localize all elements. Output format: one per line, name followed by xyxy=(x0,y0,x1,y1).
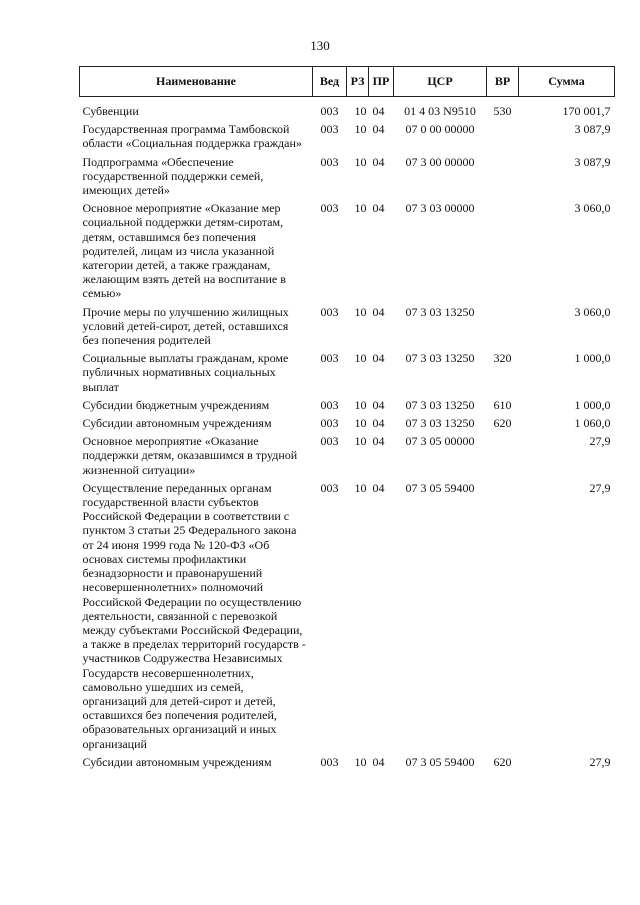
row-csr: 07 0 00 00000 xyxy=(405,122,475,137)
row-pr: 04 xyxy=(372,480,385,495)
row-vr xyxy=(487,155,519,202)
row-csr: 07 3 03 00000 xyxy=(405,201,475,216)
row-pr: 04 xyxy=(372,434,385,449)
row-rz: 10 xyxy=(354,351,367,366)
table-row xyxy=(80,434,615,481)
row-rz: 10 xyxy=(354,122,367,137)
row-name: Социальные выплаты гражданам, кроме публичных нормативных социальных выплат xyxy=(82,351,289,394)
row-rz: 10 xyxy=(354,754,367,769)
row-sum: 3 060,0 xyxy=(574,201,611,216)
row-vr: 320 xyxy=(493,351,512,366)
row-ved: 003 xyxy=(320,754,339,769)
row-vr: 530 xyxy=(493,104,512,118)
header-csr: ЦСР xyxy=(394,67,487,97)
row-name: Субсидии автономным учреждениям xyxy=(82,754,272,769)
row-sum: 3 087,9 xyxy=(574,154,611,169)
row-ved: 003 xyxy=(320,201,339,216)
row-name: Субсидии автономным учреждениям xyxy=(82,416,272,431)
row-csr: 07 3 03 13250 xyxy=(405,304,475,319)
row-ved: 003 xyxy=(320,104,339,118)
table-row xyxy=(80,122,615,154)
row-ved: 003 xyxy=(320,434,339,449)
row-name: Субсидии бюджетным учреждениям xyxy=(82,397,270,412)
row-csr: 07 3 00 00000 xyxy=(405,154,475,169)
row-rz: 10 xyxy=(354,480,367,495)
row-rz: 10 xyxy=(354,304,367,319)
table-row xyxy=(80,481,615,755)
row-ved: 003 xyxy=(320,397,339,412)
row-vr xyxy=(487,122,519,154)
row-pr: 04 xyxy=(372,351,385,366)
page-number: 130 xyxy=(310,38,330,53)
row-csr: 07 3 03 13250 xyxy=(405,416,475,431)
row-name: Субвенции xyxy=(82,104,139,118)
row-rz: 10 xyxy=(354,434,367,449)
table-row xyxy=(80,398,615,416)
row-name: Основное мероприятие «Оказание поддержки детям, оказавшимся в трудной жизненной ситуации» xyxy=(82,434,298,477)
header-sum: Сумма xyxy=(519,67,615,97)
row-rz: 10 xyxy=(354,416,367,431)
row-sum: 3 060,0 xyxy=(574,304,611,319)
row-vr: 620 xyxy=(493,754,512,769)
row-rz: 10 xyxy=(354,154,367,169)
row-rz: 10 xyxy=(354,397,367,412)
row-sum: 1 060,0 xyxy=(574,416,611,431)
row-pr: 04 xyxy=(372,416,385,431)
row-vr: 620 xyxy=(493,416,512,431)
row-sum: 27,9 xyxy=(589,754,611,769)
row-vr xyxy=(487,305,519,352)
row-pr: 04 xyxy=(372,201,385,216)
row-sum: 27,9 xyxy=(589,434,611,449)
header-rz: РЗ xyxy=(347,67,369,97)
row-sum: 3 087,9 xyxy=(574,122,611,137)
table-row xyxy=(80,416,615,434)
table-row xyxy=(80,755,615,773)
row-csr: 07 3 03 13250 xyxy=(405,351,475,366)
header-name: Наименование xyxy=(80,67,313,97)
row-csr: 07 3 05 59400 xyxy=(405,480,475,495)
row-vr xyxy=(487,434,519,481)
table-row xyxy=(80,155,615,202)
row-vr xyxy=(487,481,519,755)
row-sum: 170 001,7 xyxy=(562,104,611,118)
row-sum: 27,9 xyxy=(589,480,611,495)
row-vr: 610 xyxy=(493,397,512,412)
row-pr: 04 xyxy=(372,754,385,769)
row-sum: 1 000,0 xyxy=(574,351,611,366)
row-rz: 10 xyxy=(354,201,367,216)
row-ved: 003 xyxy=(320,351,339,366)
header-vr: ВР xyxy=(487,67,519,97)
table-row xyxy=(80,201,615,304)
table-row xyxy=(80,305,615,352)
header-pr: ПР xyxy=(369,67,394,97)
row-rz: 10 xyxy=(354,104,367,118)
row-sum: 1 000,0 xyxy=(574,397,611,412)
header-ved: Вед xyxy=(313,67,347,97)
row-name: Прочие меры по улучшению жилищных условий детей-сирот, детей, оставшихся без попечения родителей xyxy=(82,304,289,348)
row-pr: 04 xyxy=(372,122,385,137)
row-ved: 003 xyxy=(320,122,339,137)
row-pr: 04 xyxy=(372,397,385,412)
budget-table xyxy=(79,66,615,773)
row-ved: 003 xyxy=(320,154,339,169)
row-vr xyxy=(487,201,519,304)
row-name: Государственная программа Тамбовской области «Социальная поддержка граждан» xyxy=(82,122,302,151)
row-ved: 003 xyxy=(320,416,339,431)
row-name: Основное мероприятие «Оказание мер социальной поддержки детям-сиротам, детям, оставшимся без попечения родителей, лицам из числа указанной категории детей, а также гражданам, желающим взять детей на воспитание в семью» xyxy=(82,201,286,301)
row-pr: 04 xyxy=(372,154,385,169)
row-pr: 04 xyxy=(372,104,385,118)
row-csr: 07 3 05 59400 xyxy=(405,754,475,769)
table-row xyxy=(80,351,615,398)
row-ved: 003 xyxy=(320,304,339,319)
row-name: Осуществление переданных органам государственной власти субъектов Российской Федерации в соответствии с пунктом 3 статьи 25 Федерального закона от 24 июня 1999 года № 120-ФЗ «Об основах системы профилактики безнадзорности и правонарушений несовершеннолетних» полномочий Российской Федерации по осуществлению деятельности, связанной с перевозкой между субъектами Российской Федерации, а также в пределах территорий государств - участников Содружества Независимых Государств несовершеннолетних, самовольно ушедших из семей, организаций для детей-сирот и детей, оставшихся без попечения родителей, образовательных организаций и иных организаций xyxy=(82,480,306,751)
table-header-row xyxy=(80,67,615,97)
row-ved: 003 xyxy=(320,480,339,495)
row-csr: 01 4 03 N9510 xyxy=(404,104,476,118)
row-pr: 04 xyxy=(372,304,385,319)
row-csr: 07 3 03 13250 xyxy=(405,397,475,412)
row-csr: 07 3 05 00000 xyxy=(405,434,475,449)
row-name: Подпрограмма «Обеспечение государственной поддержки семей, имеющих детей» xyxy=(82,154,264,198)
table-row xyxy=(80,97,615,123)
